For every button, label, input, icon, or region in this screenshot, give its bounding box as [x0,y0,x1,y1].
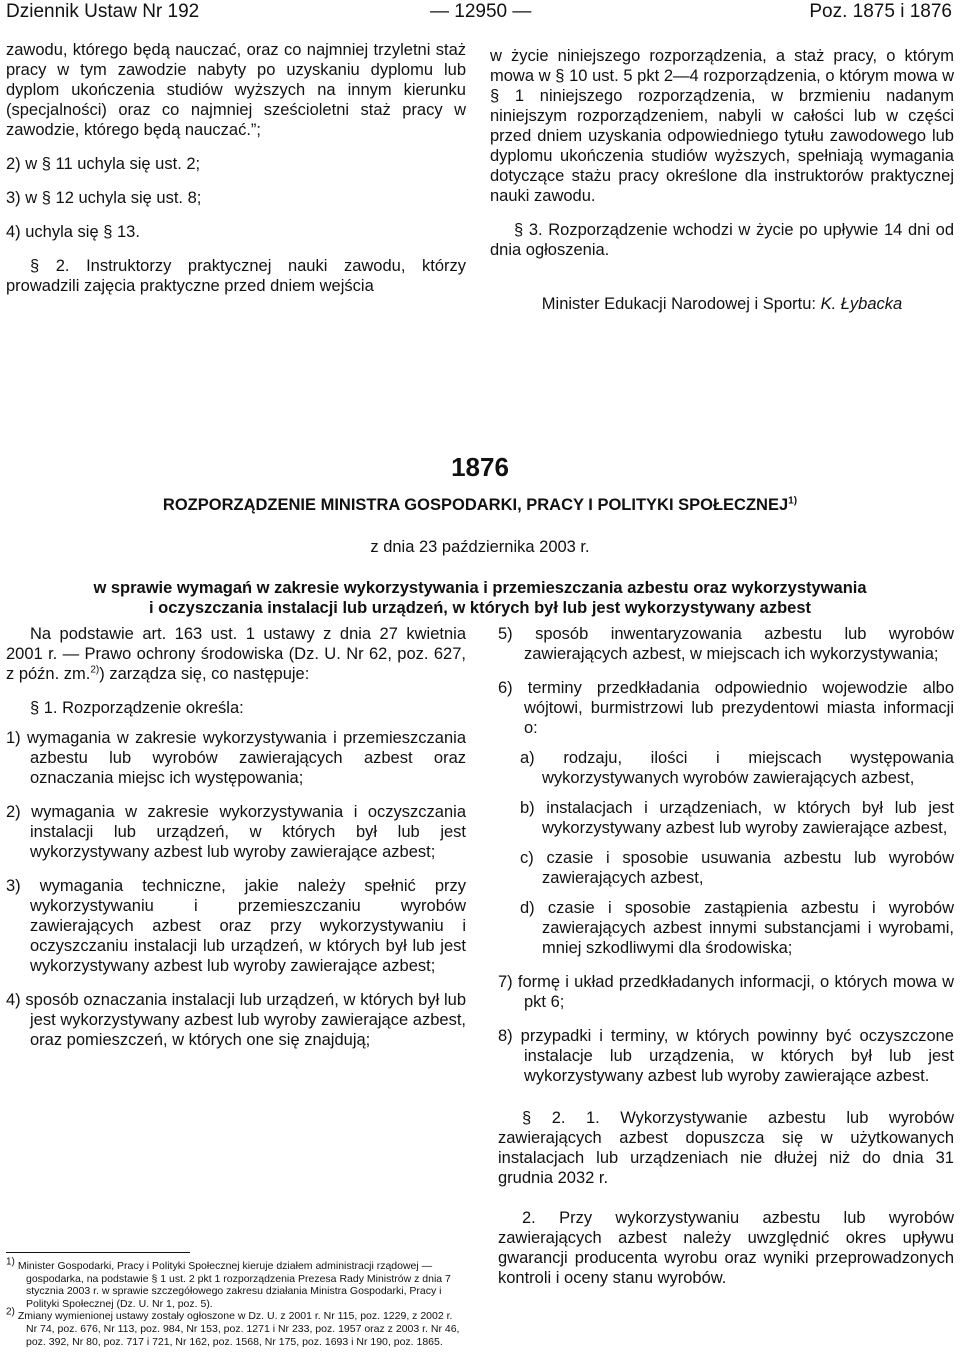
scope-item-8: 8) przypadki i terminy, w których powinny być oczyszczone instalacje lub urządzenia, w których był lub jest wykorzystywany azbest lub wyroby zawierające azbest. [498,1027,954,1085]
position-numbers: Poz. 1875 i 1876 [809,1,952,22]
act-title [0,496,960,515]
footnote-2-text: Zmiany wymienionej ustawy zostały ogłoszone w Dz. U. z 2001 r. Nr 115, poz. 1229, z 2002 r. Nr 74, poz. 676, Nr 113, poz. 984, Nr 153, poz. 1271 i Nr 233, poz. 1957 oraz z 2003 r. Nr 46, poz. 392, Nr 80, poz. 717 i 721, Nr 162, poz. 1568, Nr 175, poz. 1693 i Nr 190, poz. 1865. [17,1310,460,1348]
amendment-item-4: 4) uchyla się § 13. [6,223,140,241]
continued-paragraph: zawodu, którego będą nauczać, oraz co najmniej trzyletni staż pracy w tym zawodzie nabyty po uzyskaniu dyplomu lub dyplom ukończenia studiów wyższych na innym kierunku (specjalności) oraz co najmniej sześcioletni staż pracy w zawodzie, którego będą nauczać.”; [6,41,466,139]
scope-item-2: 2) wymagania w zakresie wykorzystywania i oczyszczania instalacji lub urządzeń, w których był lub jest wykorzystywany azbest lub wyroby zawierające azbest; [6,803,466,861]
main-right-column [498,624,954,1288]
scope-item-6: 6) terminy przedkładania odpowiednio wojewodzie albo wójtowi, burmistrzowi lub prezydentowi miasta informacji o: [498,679,954,737]
scope-item-3: 3) wymagania techniczne, jakie należy spełnić przy wykorzystywaniu i przemieszczaniu wyrobów zawierających azbest oraz przy wykorzystywaniu i oczyszczaniu instalacji lub urządzeń, w których był lub jest wykorzystywany azbest lub wyroby zawierające azbest; [6,877,466,975]
footnote-separator [6,1252,190,1253]
legal-basis-text: Na podstawie art. 163 ust. 1 ustawy z dnia 27 kwietnia 2001 r. — Prawo ochrony środowiska (Dz. U. Nr 62, poz. 627, z późn. zm. [6,625,466,683]
scope-item-5: 5) sposób inwentaryzowania azbestu lub wyrobów zawierających azbest, w miejscach ich wykorzystywania; [498,625,954,663]
section-2-paragraph-2: 2. Przy wykorzystywaniu azbestu lub wyrobów zawierających azbest należy uwzględnić okres upływu gwarancji producenta wyrobu oraz wyniki przeprowadzonych kontroli i oceny stanu wyrobów. [498,1209,954,1287]
act-number: 1876 [451,452,509,482]
footnote-2-mark: 2) [6,1306,15,1318]
amendment-item-2: 2) w § 11 uchyla się ust. 2; [6,155,201,173]
footnote-2 [6,1306,466,1348]
act-subject-line-2: i oczyszczania instalacji lub urządzeń, w których był lub jest wykorzystywany azbest [148,599,812,617]
journal-title: Dziennik Ustaw Nr 192 [6,1,200,22]
signature-name: K. Łybacka [820,295,903,313]
section-2-paragraph: § 2. Instruktorzy praktycznej nauki zawodu, którzy prowadzili zajęcia praktyczne przed dniem wejścia [6,257,466,295]
page-number: — 12950 — [430,1,532,22]
top-left-column [6,40,466,296]
section-3-paragraph: § 3. Rozporządzenie wchodzi w życie po upływie 14 dni od dnia ogłoszenia. [490,221,954,259]
footnotes [6,1256,466,1348]
legal-basis-end: ) zarządza się, co następuje: [99,665,310,683]
act-subject [40,578,920,618]
signature-role: Minister Edukacji Narodowej i Sportu: [541,295,821,313]
section-2-paragraph-1: § 2. 1. Wykorzystywanie azbestu lub wyrobów zawierających azbest dopuszcza się w użytkowanych instalacjach lub urządzeniach nie dłużej niż do dnia 31 grudnia 2032 r. [498,1109,954,1187]
scope-item-6b: b) instalacjach i urządzeniach, w których był lub jest wykorzystywany azbest lub wyroby zawierające azbest, [520,799,954,837]
act-title-text: ROZPORZĄDZENIE MINISTRA GOSPODARKI, PRACY I POLITYKI SPOŁECZNEJ [162,496,789,514]
footnote-1-mark: 1) [6,1256,15,1268]
main-left-column [6,624,466,1050]
act-subject-line-1: w sprawie wymagań w zakresie wykorzystywania i przemieszczania azbestu oraz wykorzystywania [93,579,867,597]
section-1-heading: § 1. Rozporządzenie określa: [30,699,244,717]
scope-item-4: 4) sposób oznaczania instalacji lub urządzeń, w których był lub jest wykorzystywany azbest lub wyroby zawierające azbest, oraz pomieszczeń, w których one się znajdują; [6,991,466,1049]
amendment-item-3: 3) w § 12 uchyla się ust. 8; [6,189,202,207]
signature [490,294,954,314]
continued-paragraph-right: w życie niniejszego rozporządzenia, a staż pracy, o którym mowa w § 10 ust. 5 pkt 2—4 rozporządzenia, o którym mowa w § 1 niniejszego rozporządzenia, w brzmieniu nadanym niniejszym rozporządzeniem, nabyli w całości lub w części przed dniem uzyskania odpowiedniego tytułu zawodowego lub dyplomu ukończenia studiów wyższych, spełniają wymagania dotyczące stażu pracy określone dla instruktorów praktycznej nauki zawodu. [490,47,954,205]
running-header [0,0,960,30]
scope-item-6c: c) czasie i sposobie usuwania azbestu lub wyrobów zawierających azbest, [520,849,954,887]
footnote-ref-2: 2) [90,664,100,676]
scope-item-7: 7) formę i układ przedkładanych informacji, o których mowa w pkt 6; [498,973,954,1011]
scope-item-6d: d) czasie i sposobie zastąpienia azbestu i wyrobów zawierających azbest innymi substancjami i wyrobami, mniej szkodliwymi dla środowiska; [520,899,954,957]
scope-item-6a: a) rodzaju, ilości i miejscach występowania wykorzystywanych wyrobów zawierających azbest, [520,749,954,787]
legal-basis [6,624,466,684]
scope-item-1: 1) wymagania w zakresie wykorzystywania i przemieszczania azbestu lub wyrobów zawierających azbest oraz oznaczania miejsc ich występowania; [6,729,466,787]
top-right-column [490,46,954,314]
footnote-1-text: Minister Gospodarki, Pracy i Polityki Społecznej kieruje działem administracji rządowej — gospodarka, na podstawie § 1 ust. 2 pkt 1 rozporządzenia Prezesa Rady Ministrów z dnia 7 stycznia 2003 r. w sprawie szczegółowego zakresu działania Ministra Gospodarki, Pracy i Polityki Społecznej (Dz. U. Nr 1, poz. 5). [17,1260,451,1310]
footnote-1 [6,1256,466,1310]
act-date: z dnia 23 października 2003 r. [370,538,590,556]
footnote-ref-1: 1) [788,495,798,507]
